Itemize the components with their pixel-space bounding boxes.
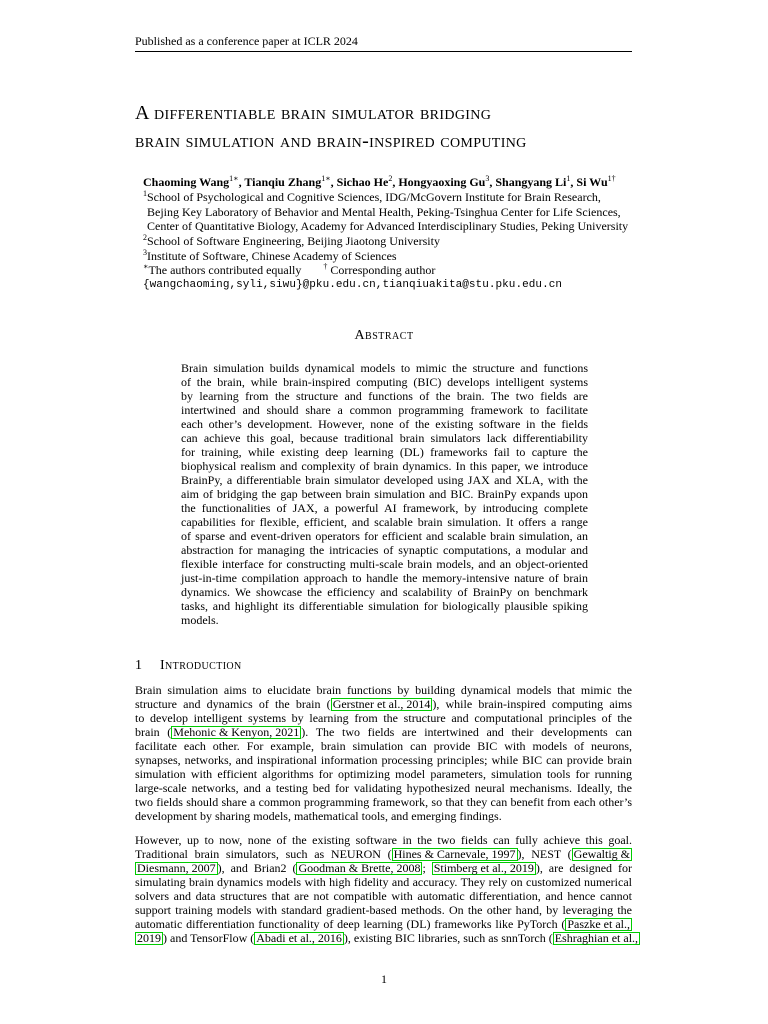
author-sup: 1∗ — [321, 174, 331, 183]
affiliation-sup: 3 — [143, 248, 147, 257]
author-name: Tianqiu Zhang — [244, 175, 322, 189]
author-notes — [143, 263, 663, 278]
author-sup: 1† — [607, 174, 616, 183]
author-emails: {wangchaoming,syli,siwu}@pku.edu.cn,tianqiuakita@stu.pku.edu.cn — [143, 279, 563, 291]
author-sup: 2 — [388, 174, 393, 183]
abstract-line: each other’s development. However, none of the existing software in the fields — [181, 417, 588, 431]
abstract-line: can achieve this goal, because traditional brain simulators lack differentiability — [181, 431, 588, 445]
author-name: Si Wu — [576, 175, 608, 189]
affiliation-1-line-2: Bejing Key Laboratory of Behavior and Mental Health, Peking-Tsinghua Center for Life Sciences, — [147, 205, 621, 219]
abstract-line: of sparse and event-driven operators for efficient and scalable brain simulation, an — [181, 529, 588, 543]
citation-link[interactable]: Hines & Carnevale, 1997 — [393, 847, 516, 861]
abstract-line: the functionalities of JAX, a powerful AI framework, by introducing complete — [181, 501, 588, 515]
affiliation-text: School of Software Engineering, Beijing Jiaotong University — [147, 234, 440, 248]
abstract-line: intertwined and should share a common programming framework to facilitate — [181, 403, 588, 417]
body-line: development by sharing models, mathematical tools, and emerging findings. — [135, 809, 502, 823]
abstract-line: aim of bridging the gap between brain simulation and BIC. BrainPy expands upon — [181, 487, 588, 501]
citation-link[interactable]: Diesmann, 2007 — [137, 861, 216, 875]
paper-title — [135, 99, 635, 155]
affiliation-sup: 1 — [143, 189, 147, 198]
body-line: simulation with efficient algorithms for optimizing model parameters, simulation tools for running — [135, 767, 632, 781]
equal-contribution-note: The authors contributed equally — [148, 263, 302, 277]
body-line: large-scale networks, and a testing bed for validating hypothesized neural mechanisms. Ideally, the — [135, 781, 632, 795]
abstract-line: for training, while existing deep learning (DL) frameworks fail to capture the — [181, 445, 588, 459]
abstract-line: biophysical realism and complexity of brain dynamics. In this paper, we introduce — [181, 459, 588, 473]
body-line: Traditional brain simulators, such as NEURON ( Hines & Carnevale, 1997 ), NEST ( Gewaltig & — [135, 847, 630, 861]
author-name: Shangyang Li — [495, 175, 567, 189]
citation-link[interactable]: Stimberg et al., 2019 — [433, 861, 534, 875]
body-line: Brain simulation aims to elucidate brain functions by building dynamical models that mimic the — [135, 683, 632, 697]
header-rule — [135, 51, 632, 52]
citation-link[interactable]: Gerstner et al., 2014 — [332, 697, 431, 711]
equal-contribution-mark: ∗ — [143, 262, 149, 271]
abstract-line: dynamics. We showcase the efficiency and scalability of BrainPy on benchmark — [181, 585, 588, 599]
abstract-line: capabilities for flexible, efficient, and scalable brain simulation. It offers a range — [181, 515, 588, 529]
title-line-2: brain simulation and brain-inspired computing — [135, 130, 527, 152]
body-line: two fields should share a common programming framework, so that they can benefit from each other’s — [135, 795, 632, 809]
body-line: However, up to now, none of the existing software in the two fields can fully achieve this goal. — [135, 833, 632, 847]
running-header: Published as a conference paper at ICLR 2024 — [135, 34, 358, 48]
citation-link[interactable]: Mehonic & Kenyon, 2021 — [173, 725, 300, 739]
section-number: 1 — [135, 658, 142, 673]
citation-link[interactable]: Paszke et al., — [567, 917, 630, 931]
citation-link[interactable]: Gewaltig & — [573, 847, 630, 861]
abstract-heading: Abstract — [354, 328, 414, 343]
body-line: automatic differentiation functionality of deep learning (DL) frameworks like PyTorch ( Paszke et al., — [135, 917, 630, 931]
corresponding-mark: † — [323, 262, 328, 271]
body-line: solvers and data structures that are not compatible with automatic differentiation, and hence cannot — [135, 889, 632, 903]
author-sup: 1∗ — [229, 174, 239, 183]
citation-link[interactable]: 2019 — [137, 931, 161, 945]
title-line-1: A differentiable brain simulator bridging — [135, 102, 492, 124]
affiliation-1-line-3: Center of Quantitative Biology, Academy for Advanced Interdisciplinary Studies, Peking University — [147, 219, 629, 233]
abstract-line: Brain simulation builds dynamical models to mimic the structure and functions — [181, 361, 588, 375]
abstract-line: tasks, and highlight its differentiable simulation for biologically plausible spiking — [181, 599, 588, 613]
author-sup: 1 — [566, 174, 571, 183]
citation-link[interactable]: Abadi et al., 2016 — [256, 931, 342, 945]
body-line: 2019 ) and TensorFlow ( Abadi et al., 2016 ), existing BIC libraries, such as snnTorch ( Eshraghian et al., — [137, 931, 639, 945]
author-sup: 3 — [485, 174, 490, 183]
body-line: to develop intelligent systems by learning from the structure and computational principles of the — [135, 711, 632, 725]
author-name: Hongyaoxing Gu — [398, 175, 486, 189]
body-line: structure and dynamics of the brain ( Gerstner et al., 2014 ), while brain-inspired computing aims — [135, 697, 633, 711]
body-line: support training models with standard gradient-based methods. On the other hand, by leveraging the — [135, 903, 632, 917]
abstract-line: BrainPy, a differentiable brain simulator developed using JAX and XLA, with the — [181, 473, 588, 487]
author-name: Chaoming Wang — [143, 175, 230, 189]
abstract-line: abstraction for managing the intricacies of synaptic computations, a modular and — [181, 543, 588, 557]
section-title: Introduction — [160, 658, 242, 673]
citation-link[interactable]: Goodman & Brette, 2008 — [298, 861, 421, 875]
body-line: facilitate each other. For example, brain simulation can provide BIC with models of neurons, — [135, 739, 632, 753]
page-number: 1 — [381, 972, 387, 986]
citation-link[interactable]: Eshraghian et al., — [554, 931, 639, 945]
abstract-line: of the brain, while brain-inspired computing (BIC) develops intelligent systems — [181, 375, 588, 389]
abstract-line: flexible interface for constructing multi-scale brain models, and an object-oriented — [181, 557, 588, 571]
body-line: Diesmann, 2007 ), and Brian2 ( Goodman & Brette, 2008 ; Stimberg et al., 2019 ), are designed for — [137, 861, 632, 875]
author-name: Sichao He — [336, 175, 389, 189]
affiliation-2 — [143, 234, 663, 249]
body-line: brain ( Mehonic & Kenyon, 2021 ). The two fields are intertwined and their developments can — [135, 725, 633, 739]
abstract-line: by learning from the structure and functions of the brain. The two fields are — [181, 389, 588, 403]
affiliation-3 — [143, 249, 663, 264]
affiliation-sup: 2 — [143, 233, 147, 242]
body-line: simulating brain dynamics models with high fidelity and accuracy. They rely on customized numerical — [135, 875, 632, 889]
affiliation-text: School of Psychological and Cognitive Sciences, IDG/McGovern Institute for Brain Research, — [147, 190, 601, 204]
corresponding-note: Corresponding author — [330, 263, 436, 277]
author-list: Chaoming Wang$^{1∗}$, Tianqiu Zhang$^{1∗}$, Sichao He$^2$, Hongyaoxing Gu$^3$, Shangyang Li$^1$, Si $Wu^{1\dagger}$ — [143, 174, 616, 189]
abstract-line: just-in-time compilation approach to handle the memory-intensive nature of brain — [181, 571, 588, 585]
abstract-line: models. — [181, 613, 219, 627]
affiliation-text: Institute of Software, Chinese Academy of Sciences — [147, 249, 397, 263]
affiliation-1-line-1 — [143, 190, 663, 205]
body-line: synapses, networks, and inspirational information processing principles; while BIC can provide brain — [135, 753, 632, 767]
